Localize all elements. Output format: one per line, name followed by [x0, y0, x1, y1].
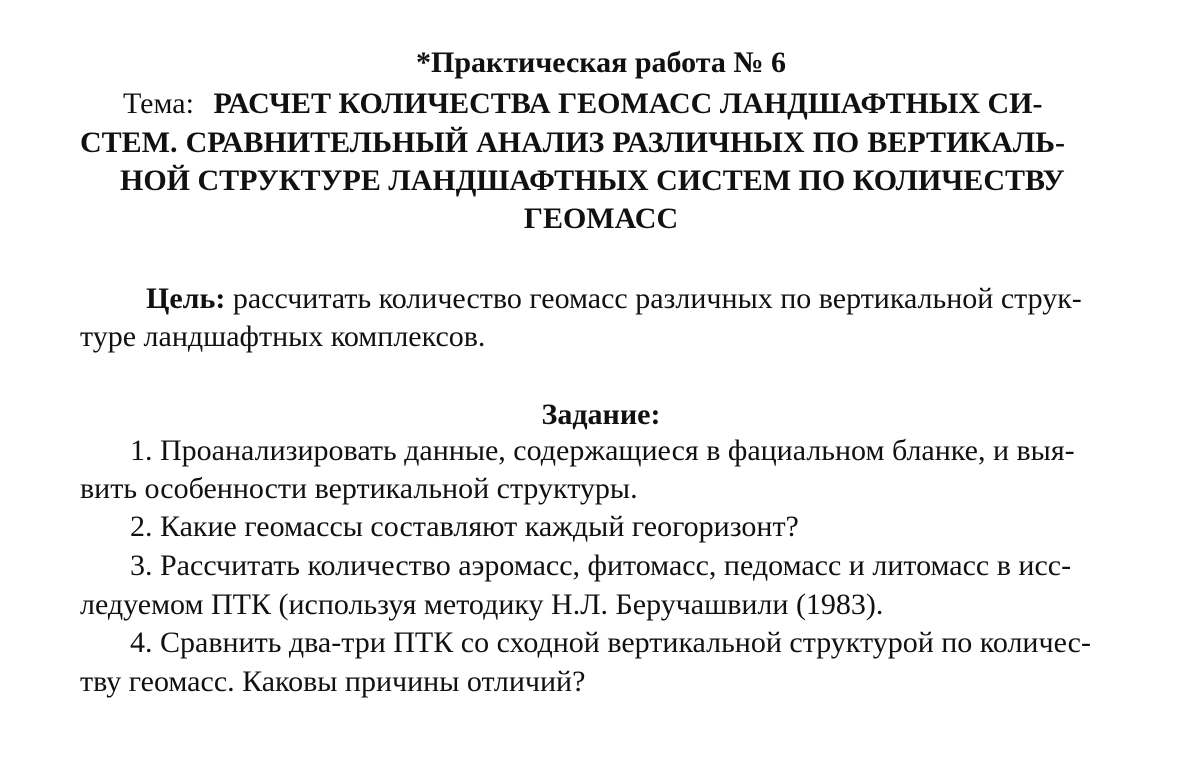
goal-text-1: рассчитать количество геомасс различных по вертикальной струк- [232, 282, 1082, 315]
topic-text-1: РАСЧЕТ КОЛИЧЕСТВА ГЕОМАСС ЛАНДШАФТНЫХ СИ- [213, 87, 1043, 120]
topic-line-1 [123, 85, 1045, 123]
task-item-3-line-2: ледуемом ПТК (используя методику Н.Л. Беручашвили (1983). [80, 588, 884, 621]
topic-prefix: Тема: [123, 87, 194, 120]
page-title: *Практическая работа № 6 [416, 46, 786, 79]
task-item-3-line-1: 3. Рассчитать количество аэромасс, фитомасс, педомасс и литомасс в исс- [130, 549, 1072, 582]
task-item-1-line-1: 1. Проанализировать данные, содержащиеся в фациальном бланке, и выя- [130, 434, 1075, 467]
task-item-4-line-1: 4. Сравнить два-три ПТК со сходной вертикальной структурой по количес- [130, 626, 1091, 659]
goal-line-1 [146, 280, 1082, 318]
task-item-1-line-2: вить особенности вертикальной структуры. [80, 472, 638, 505]
goal-line-2: туре ландшафтных комплексов. [80, 320, 486, 353]
task-heading: Задание: [541, 398, 661, 431]
goal-label: Цель: [146, 282, 226, 315]
task-item-2-line-1: 2. Какие геомассы составляют каждый геогоризонт? [130, 510, 799, 543]
topic-line-2: СТЕМ. СРАВНИТЕЛЬНЫЙ АНАЛИЗ РАЗЛИЧНЫХ ПО ВЕРТИКАЛЬ- [80, 126, 1065, 159]
topic-line-4: ГЕОМАСС [523, 202, 679, 235]
task-item-4-line-2: тву геомасс. Каковы причины отличий? [80, 665, 586, 698]
topic-line-3: НОЙ СТРУКТУРЕ ЛАНДШАФТНЫХ СИСТЕМ ПО КОЛИЧЕСТВУ [120, 164, 1065, 197]
